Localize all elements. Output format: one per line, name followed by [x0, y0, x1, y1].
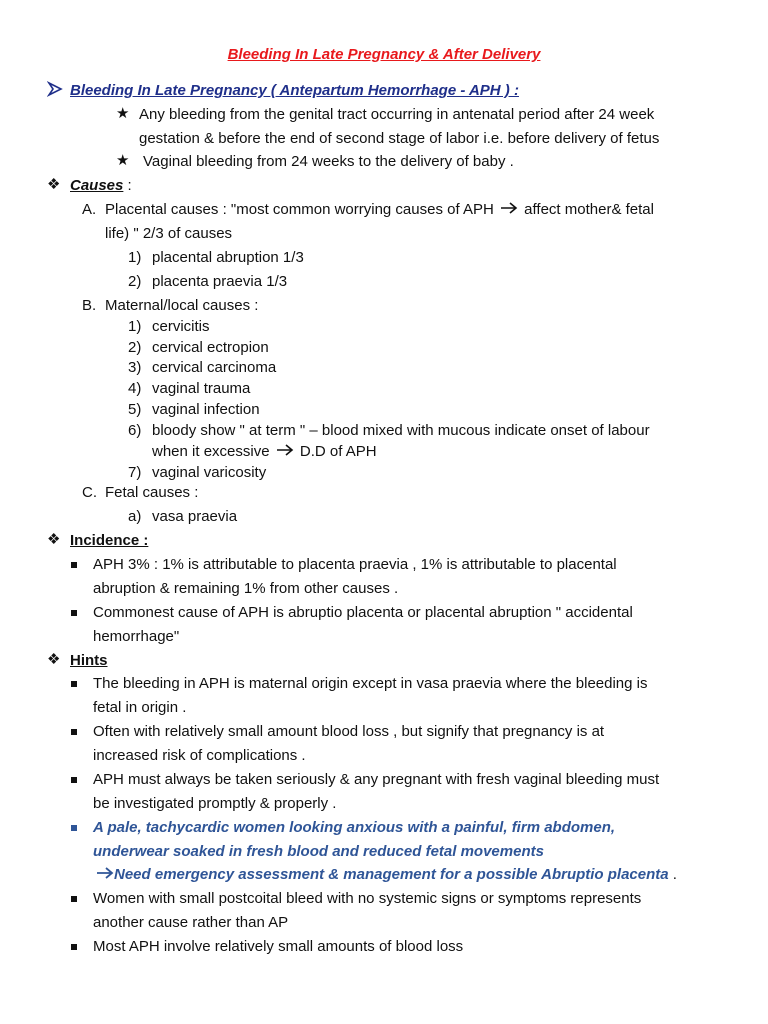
star-bullet-icon: ★ — [116, 152, 130, 169]
list-item: placenta praevia 1/3 — [152, 273, 288, 290]
list-number: 6) — [128, 422, 142, 439]
list-number: 5) — [128, 401, 142, 418]
square-bullet-icon — [71, 610, 77, 616]
list-number: a) — [128, 508, 142, 525]
list-number: 2) — [128, 273, 142, 290]
list-item: vaginal varicosity — [152, 464, 267, 481]
item6-text: when it excessive — [152, 443, 270, 460]
square-bullet-icon — [71, 729, 77, 735]
list-item: cervical ectropion — [152, 339, 269, 356]
list-item: placental abruption 1/3 — [152, 249, 304, 266]
hint-line: another cause rather than AP — [93, 914, 289, 931]
list-number: 2) — [128, 339, 142, 356]
hint-line: APH must always be taken seriously & any pregnant with fresh vaginal bleeding must — [93, 771, 660, 788]
item6-dd: D.D of APH — [299, 443, 377, 460]
incidence-line: abruption & remaining 1% from other causes . — [93, 580, 399, 597]
hint-line: Women with small postcoital bleed with no systemic signs or symptoms represents — [93, 890, 642, 907]
incidence-heading: Incidence : — [70, 532, 149, 549]
list-item: vaginal infection — [152, 401, 260, 418]
list-item-continuation — [152, 442, 377, 462]
arrowhead-bullet-icon — [47, 81, 63, 103]
list-marker: C. — [82, 484, 97, 501]
placental-causes-line — [105, 200, 654, 220]
placental-causes-text: Placental causes : "most common worrying causes of APH — [105, 201, 494, 218]
incidence-line: APH 3% : 1% is attributable to placenta praevia , 1% is attributable to placental — [93, 556, 617, 573]
definition-line: Any bleeding from the genital tract occurring in antenatal period after 24 week — [139, 106, 655, 123]
page-title: Bleeding In Late Pregnancy & After Delivery — [227, 46, 541, 63]
fetal-causes-heading: Fetal causes : — [105, 484, 199, 501]
placental-causes-effect: affect mother& fetal — [524, 201, 654, 218]
hint-line: Often with relatively small amount blood loss , but signify that pregnancy is at — [93, 723, 605, 740]
highlight-line: underwear soaked in fresh blood and reduced fetal movements — [93, 843, 544, 860]
hints-heading: Hints — [70, 652, 108, 669]
hint-line: be investigated promptly & properly . — [93, 795, 337, 812]
square-bullet-icon — [71, 825, 77, 831]
maternal-causes-heading: Maternal/local causes : — [105, 297, 259, 314]
incidence-line: Commonest cause of APH is abruptio placenta or placental abruption " accidental — [93, 604, 633, 621]
square-bullet-icon — [71, 944, 77, 950]
diamond-bullet-icon: ❖ — [47, 531, 61, 548]
list-item: cervical carcinoma — [152, 359, 277, 376]
causes-colon: : — [123, 177, 132, 194]
list-number: 7) — [128, 464, 142, 481]
star-bullet-icon: ★ — [116, 105, 130, 122]
diamond-bullet-icon: ❖ — [47, 651, 61, 668]
highlight-conclusion — [96, 865, 677, 885]
highlight-line: Need emergency assessment & management for a possible Abruptio placenta — [114, 866, 669, 883]
definition-line: Vaginal bleeding from 24 weeks to the delivery of baby . — [143, 153, 514, 170]
causes-label: Causes — [70, 177, 124, 194]
list-item: vasa praevia — [152, 508, 238, 525]
list-item: bloody show " at term " – blood mixed with mucous indicate onset of labour — [152, 422, 650, 439]
list-number: 1) — [128, 318, 142, 335]
highlight-line: A pale, tachycardic women looking anxious with a painful, firm abdomen, — [93, 819, 616, 836]
square-bullet-icon — [71, 896, 77, 902]
diamond-bullet-icon: ❖ — [47, 176, 61, 193]
hint-line: increased risk of complications . — [93, 747, 306, 764]
list-marker: A. — [82, 201, 97, 218]
square-bullet-icon — [71, 562, 77, 568]
list-number: 3) — [128, 359, 142, 376]
placental-causes-line2: life) " 2/3 of causes — [105, 225, 233, 242]
square-bullet-icon — [71, 681, 77, 687]
incidence-line: hemorrhage" — [93, 628, 180, 645]
hint-line: fetal in origin . — [93, 699, 187, 716]
arrow-right-icon — [96, 865, 114, 885]
arrow-right-icon — [276, 442, 294, 462]
causes-heading — [70, 176, 132, 196]
list-item: vaginal trauma — [152, 380, 251, 397]
hint-line: Most APH involve relatively small amounts of blood loss — [93, 938, 464, 955]
arrow-right-icon — [500, 200, 518, 220]
hint-line: The bleeding in APH is maternal origin except in vasa praevia where the bleeding is — [93, 675, 648, 692]
aph-heading: Bleeding In Late Pregnancy ( Antepartum Hemorrhage - APH ) : — [70, 82, 519, 99]
list-number: 4) — [128, 380, 142, 397]
definition-line: gestation & before the end of second stage of labor i.e. before delivery of fetus — [139, 130, 660, 147]
square-bullet-icon — [71, 777, 77, 783]
list-number: 1) — [128, 249, 142, 266]
highlight-tail: . — [668, 866, 677, 883]
list-marker: B. — [82, 297, 97, 314]
list-item: cervicitis — [152, 318, 210, 335]
